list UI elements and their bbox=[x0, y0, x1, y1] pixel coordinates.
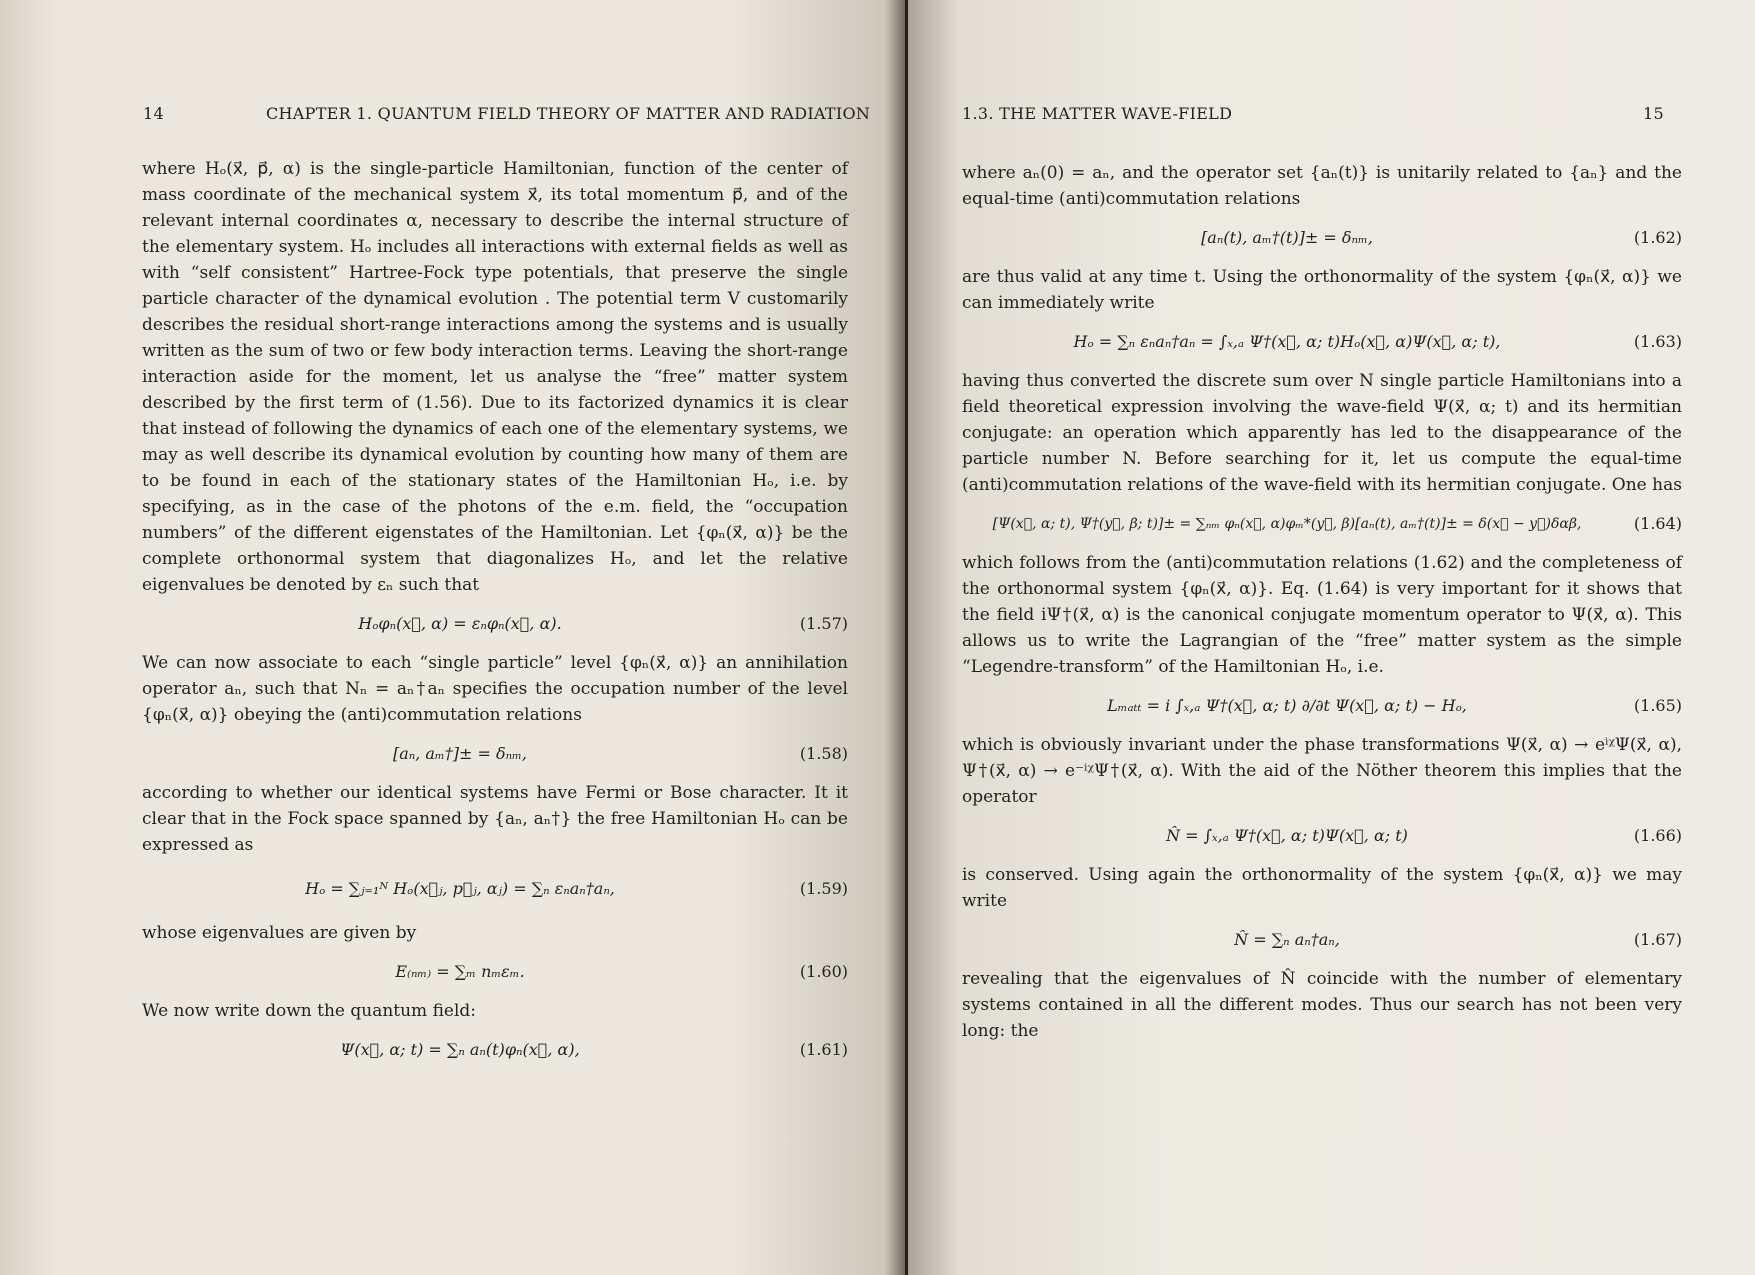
page-number-left: 14 bbox=[143, 104, 164, 123]
equation-1-59-expr: Hₒ = ∑ⱼ₌₁ᴺ Hₒ(x⃗ⱼ, p⃗ⱼ, αⱼ) = ∑ₙ εₙaₙ†aₙ, bbox=[305, 879, 615, 898]
equation-1-64 bbox=[962, 498, 1682, 550]
equation-1-61-expr: Ψ(x⃗, α; t) = ∑ₙ aₙ(t)φₙ(x⃗, α), bbox=[340, 1040, 580, 1059]
equation-1-58 bbox=[142, 728, 848, 780]
left-para-3: according to whether our identical systems have Fermi or Bose character. It it clear that in the Fock space spanned by {aₙ, aₙ†} the free Hamiltonian Hₒ can be expressed as bbox=[142, 783, 848, 855]
left-body bbox=[142, 156, 848, 1076]
equation-1-57-expr: Hₒφₙ(x⃗, α) = εₙφₙ(x⃗, α). bbox=[358, 614, 562, 633]
equation-1-61 bbox=[142, 1024, 848, 1076]
equation-1-62 bbox=[962, 212, 1682, 264]
right-para-2: are thus valid at any time t. Using the orthonormality of the system {φₙ(x⃗, α)} we can immediately write bbox=[962, 267, 1682, 313]
equation-1-63 bbox=[962, 316, 1682, 368]
equation-1-65 bbox=[962, 680, 1682, 732]
equation-1-63-number: (1.63) bbox=[1633, 332, 1682, 351]
right-body bbox=[962, 160, 1682, 1044]
equation-1-66-expr: N̂ = ∫ₓ,ₐ Ψ†(x⃗, α; t)Ψ(x⃗, α; t) bbox=[1166, 826, 1408, 845]
equation-1-65-expr: Lₘₐₜₜ = i ∫ₓ,ₐ Ψ†(x⃗, α; t) ∂/∂t Ψ(x⃗, α; t) − Hₒ, bbox=[1107, 696, 1467, 715]
right-para-3: having thus converted the discrete sum over N single particle Hamiltonians into a field theoretical expression involving the wave-field Ψ(x⃗, α; t) and its hermitian conjugate: an operation which apparently has led to the disappearance of the particle number N. Before searching for it, let us compute the equal-time (anti)commutation relations of the wave-field with its hermitian conjugate. One has bbox=[962, 371, 1682, 495]
running-head-left: CHAPTER 1. QUANTUM FIELD THEORY OF MATTER AND RADIATION bbox=[266, 104, 871, 123]
equation-1-66 bbox=[962, 810, 1682, 862]
equation-1-64-expr: [Ψ(x⃗, α; t), Ψ†(y⃗, β; t)]± = ∑ₙₘ φₙ(x⃗, α)φₘ*(y⃗, β)[aₙ(t), aₘ†(t)]± = δ(x⃗ − y⃗)δαβ, bbox=[992, 516, 1582, 532]
equation-1-57 bbox=[142, 598, 848, 650]
equation-1-66-number: (1.66) bbox=[1633, 826, 1682, 845]
equation-1-62-expr: [aₙ(t), aₘ†(t)]± = δₙₘ, bbox=[1201, 228, 1373, 247]
equation-1-60 bbox=[142, 946, 848, 998]
equation-1-67-expr: N̂ = ∑ₙ aₙ†aₙ, bbox=[1234, 930, 1340, 949]
equation-1-64-number: (1.64) bbox=[1633, 514, 1682, 533]
equation-1-57-number: (1.57) bbox=[799, 614, 848, 633]
running-head-right: 1.3. THE MATTER WAVE-FIELD bbox=[962, 104, 1233, 123]
equation-1-62-number: (1.62) bbox=[1633, 228, 1682, 247]
page-number-right: 15 bbox=[1643, 104, 1664, 123]
left-para-5: We now write down the quantum field: bbox=[142, 1001, 477, 1021]
right-para-5: which is obviously invariant under the phase transformations Ψ(x⃗, α) → eⁱᵡΨ(x⃗, α), Ψ†(x⃗, α) → e⁻ⁱᵡΨ†(x⃗, α). With the aid of the Nöther theorem this implies that the operator bbox=[962, 735, 1682, 807]
equation-1-61-number: (1.61) bbox=[799, 1040, 848, 1059]
right-para-6: is conserved. Using again the orthonormality of the system {φₙ(x⃗, α)} we may write bbox=[962, 865, 1682, 911]
equation-1-63-expr: Hₒ = ∑ₙ εₙaₙ†aₙ = ∫ₓ,ₐ Ψ†(x⃗, α; t)Hₒ(x⃗, α)Ψ(x⃗, α; t), bbox=[1073, 332, 1501, 351]
equation-1-59 bbox=[142, 858, 848, 920]
equation-1-58-expr: [aₙ, aₘ†]± = δₙₘ, bbox=[392, 744, 528, 763]
right-page bbox=[908, 0, 1755, 1275]
right-para-4: which follows from the (anti)commutation relations (1.62) and the completeness of the orthonormal system {φₙ(x⃗, α)}. Eq. (1.64) is very important for it shows that the field iΨ†(x⃗, α) is the canonical conjugate momentum operator to Ψ(x⃗, α). This allows us to write the Lagrangian of the “free” matter system as the simple “Legendre-transform” of the Hamiltonian Hₒ, i.e. bbox=[962, 553, 1682, 677]
right-para-7: revealing that the eigenvalues of N̂ coincide with the number of elementary systems contained in all the different modes. Thus our search has not been very long: the bbox=[962, 969, 1682, 1041]
equation-1-67 bbox=[962, 914, 1682, 966]
left-para-1: where Hₒ(x⃗, p⃗, α) is the single-particle Hamiltonian, function of the center of mass coordinate of the mechanical system x⃗, its total momentum p⃗, and of the relevant internal coordinates α, necessary to describe the internal structure of the elementary system. Hₒ includes all interactions with external fields as well as with “self consistent” Hartree-Fock type potentials, that preserve the single particle character of the dynamical evolution . The potential term V customarily describes the residual short-range interactions among the systems and is usually written as the sum of two or few body interaction terms. Leaving the short-range interaction aside for the moment, let us analyse the “free” matter system described by the first term of (1.56). Due to its factorized dynamics it is clear that instead of following the dynamics of each one of the elementary systems, we may as well describe its dynamical evolution by counting how many of them are to be found in each of the stationary states of the Hamiltonian Hₒ, i.e. by specifying, as in the case of the photons of the e.m. field, the “occupation numbers” of the different eigenstates of the Hamiltonian. Let {φₙ(x⃗, α)} be the complete orthonormal system that diagonalizes Hₒ, and let the relative eigenvalues be denoted by εₙ such that bbox=[142, 159, 848, 595]
equation-1-60-expr: E₍ₙₘ₎ = ∑ₘ nₘεₘ. bbox=[395, 962, 525, 981]
equation-1-67-number: (1.67) bbox=[1633, 930, 1682, 949]
left-para-4: whose eigenvalues are given by bbox=[142, 923, 417, 943]
equation-1-60-number: (1.60) bbox=[799, 962, 848, 981]
equation-1-58-number: (1.58) bbox=[799, 744, 848, 763]
equation-1-59-number: (1.59) bbox=[799, 879, 848, 898]
left-para-2: We can now associate to each “single particle” level {φₙ(x⃗, α)} an annihilation operator aₙ, such that Nₙ = aₙ†aₙ specifies the occupation number of the level {φₙ(x⃗, α)} obeying the (anti)commutation relations bbox=[142, 653, 848, 725]
equation-1-65-number: (1.65) bbox=[1633, 696, 1682, 715]
right-para-1: where aₙ(0) = aₙ, and the operator set {aₙ(t)} is unitarily related to {aₙ} and the equal-time (anti)commutation relations bbox=[962, 163, 1682, 209]
